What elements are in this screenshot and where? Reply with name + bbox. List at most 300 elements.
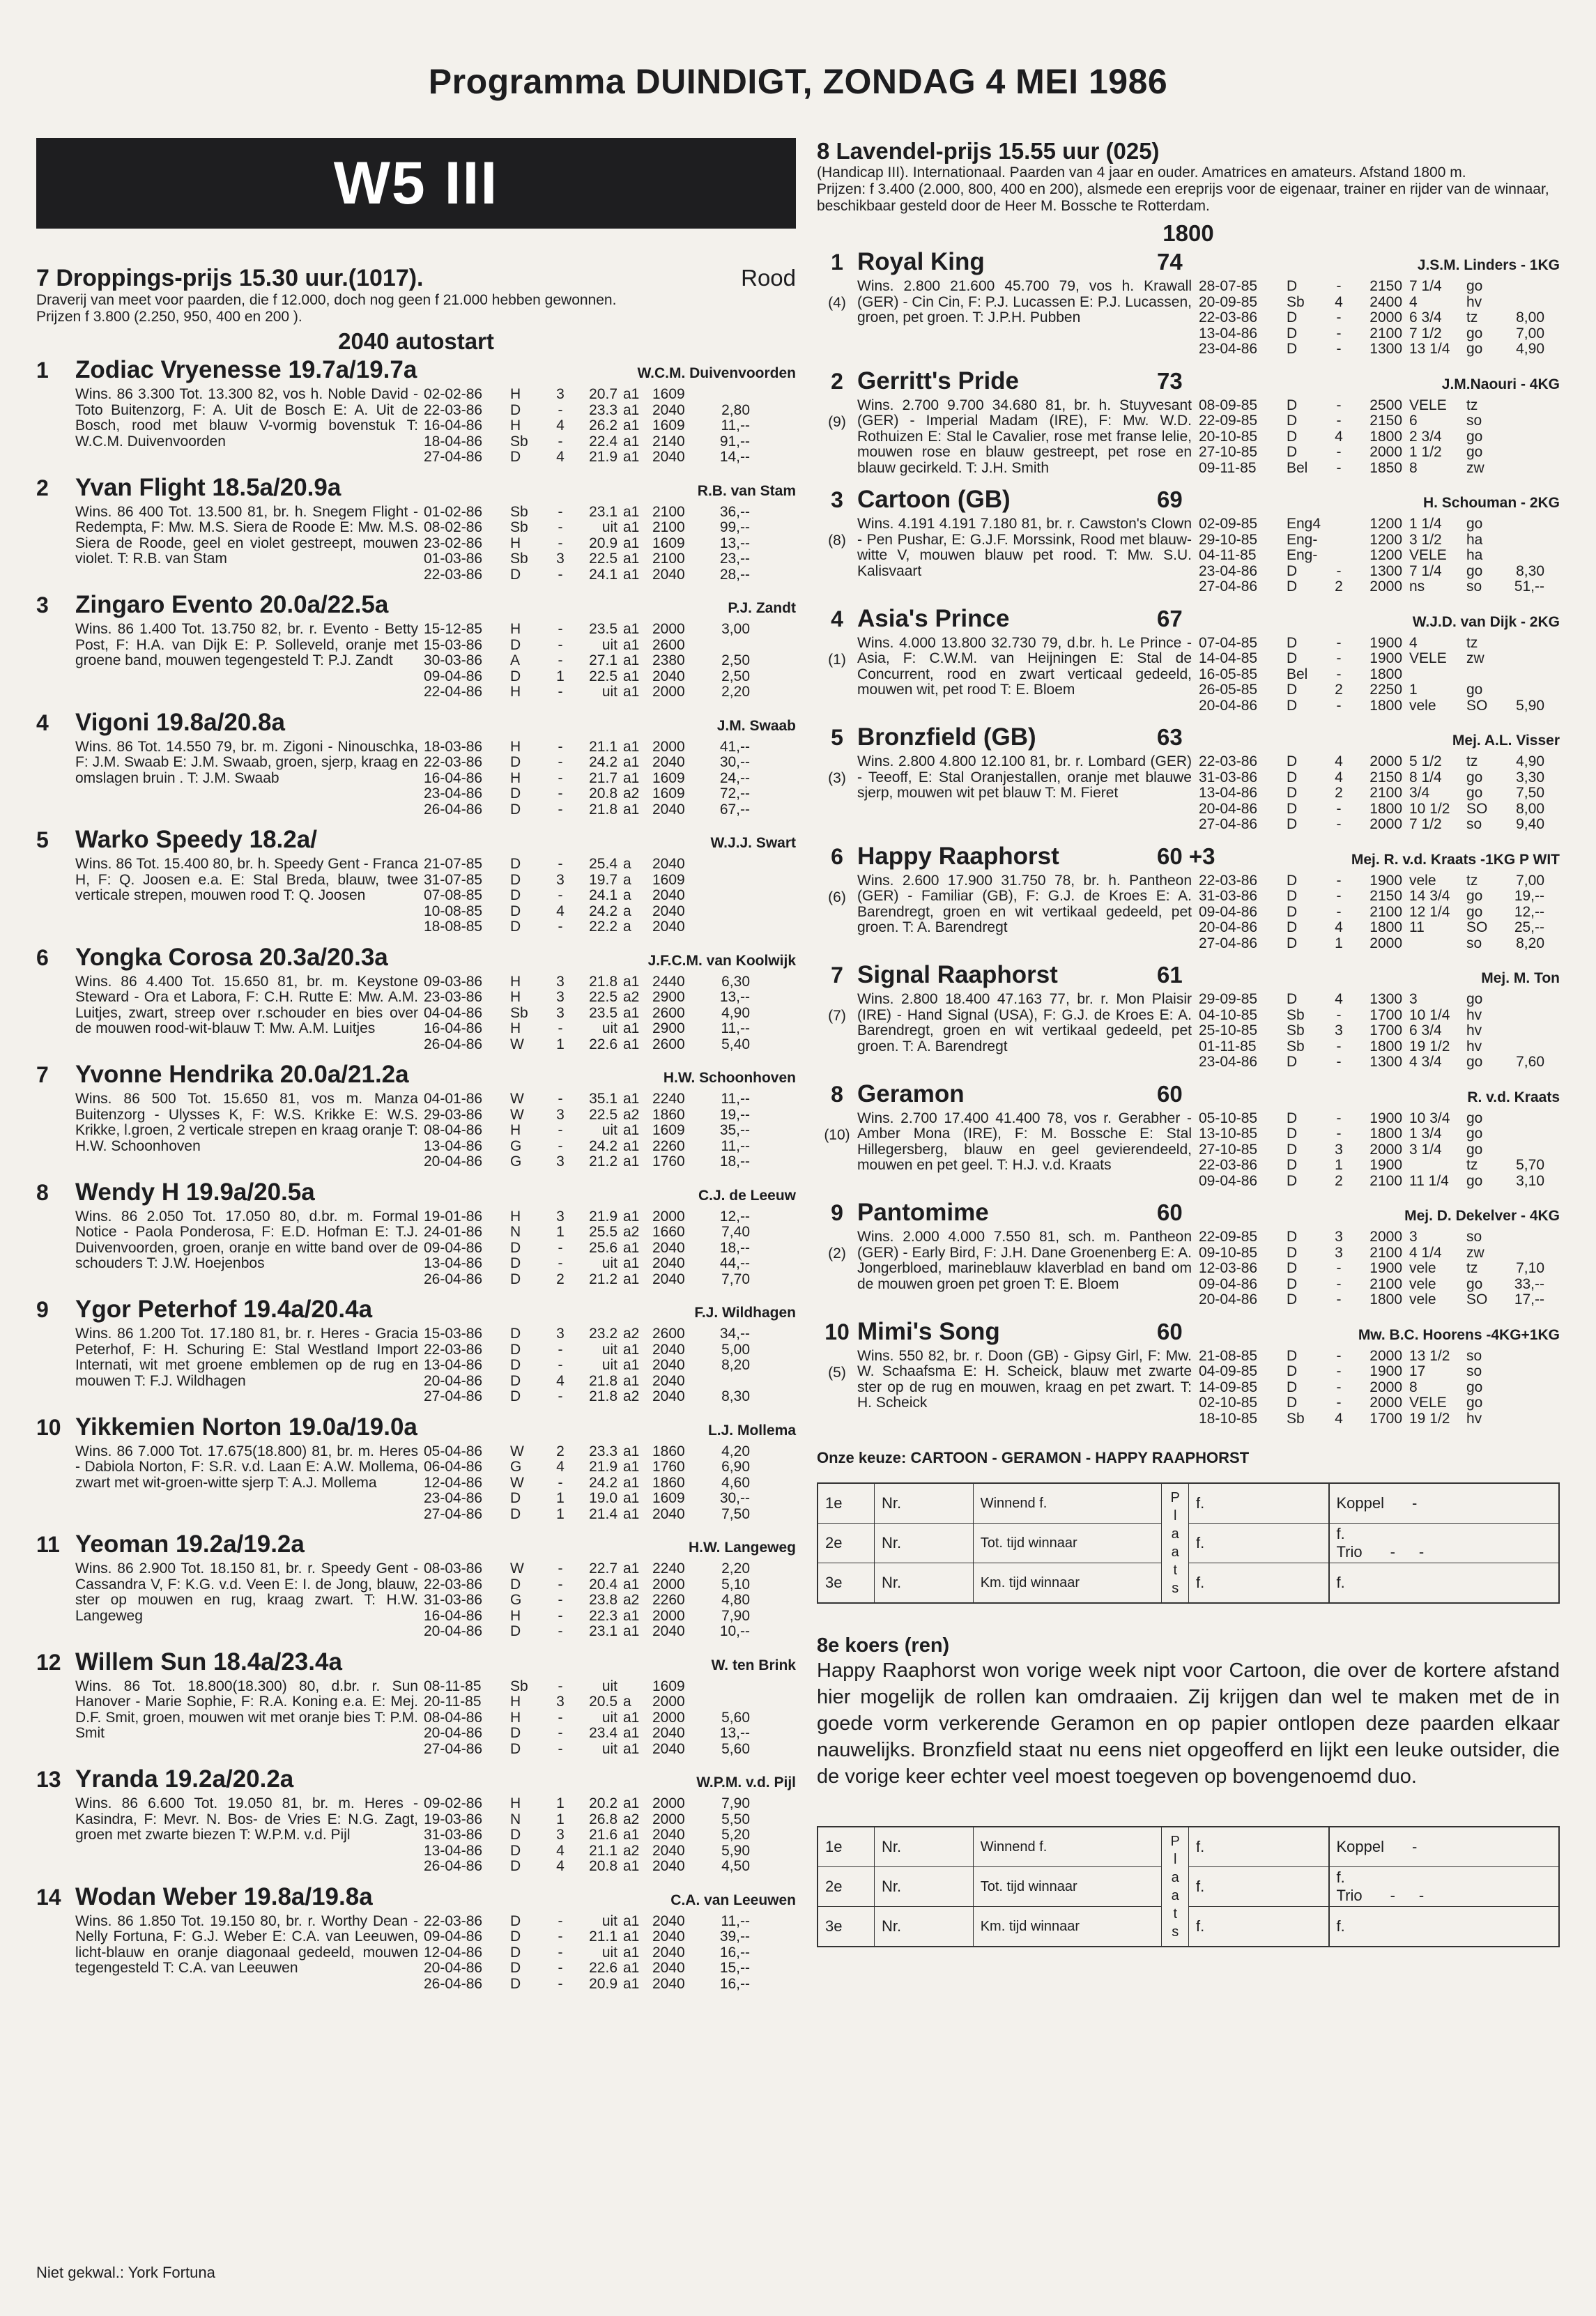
form-cell: 2040 — [652, 1389, 685, 1404]
form-cell: 13,-- — [719, 1726, 750, 1741]
form-row — [1199, 889, 1560, 905]
form-cell: uit — [601, 520, 617, 535]
form-cell: 22-03-86 — [1199, 1158, 1258, 1173]
form-cell: 11,-- — [721, 1138, 750, 1154]
form-cell: 4 — [1335, 920, 1343, 935]
form-cell: D — [1287, 1379, 1298, 1395]
form-cell: 21.8 — [589, 974, 617, 990]
form-cell: 2100 — [652, 520, 685, 535]
trio-line — [1337, 1543, 1552, 1561]
form-cell: - — [1336, 279, 1342, 294]
form-cell: hv — [1466, 1023, 1482, 1038]
race8-conditions: (Handicap III). Internationaal. Paarden van 4 jaar en ouder. Amatrices en amateurs. Afstand 1800 m. — [817, 164, 1466, 181]
amount-field[interactable]: f. — [1189, 1907, 1329, 1947]
form-cell: 19-03-86 — [424, 1811, 483, 1827]
koppel-cell[interactable] — [1329, 1524, 1560, 1563]
horse-number: 11 — [36, 1532, 60, 1557]
form-cell: a1 — [623, 1929, 640, 1945]
form-table — [1199, 398, 1560, 477]
form-cell: 8,00 — [1516, 801, 1544, 817]
form-cell: 5,50 — [721, 1811, 750, 1827]
form-cell: a1 — [623, 434, 640, 450]
form-row — [424, 1037, 796, 1053]
form-cell: 22-04-86 — [424, 684, 483, 700]
form-cell: 2600 — [652, 637, 685, 653]
form-cell: 2040 — [652, 1859, 685, 1874]
horse-trainer: Mej. D. Dekelver - 4KG — [1404, 1208, 1560, 1224]
form-cell: 36,-- — [719, 504, 750, 520]
form-cell: D — [1287, 1245, 1298, 1261]
form-cell: go — [1466, 1055, 1483, 1070]
bet-label: Km. tijd winnaar — [973, 1907, 1162, 1947]
form-cell: 21.1 — [589, 1843, 617, 1859]
form-cell: 09-10-85 — [1199, 1245, 1258, 1261]
form-row — [1199, 1039, 1560, 1055]
form-cell: H — [510, 770, 521, 786]
form-cell: a1 — [623, 1256, 640, 1271]
koppel-cell[interactable] — [1329, 1827, 1560, 1867]
form-cell: 19 1/2 — [1409, 1038, 1450, 1055]
form-cell — [1505, 1349, 1544, 1365]
form-cell: 2000 — [1369, 935, 1402, 951]
form-cell: 14,-- — [719, 450, 750, 465]
form-cell: 2000 — [1369, 1142, 1402, 1158]
form-cell — [701, 873, 750, 889]
form-cell: - — [558, 739, 563, 755]
form-cell: - — [1336, 1007, 1342, 1023]
form-cell: A — [510, 653, 521, 668]
form-cell: Sb — [510, 551, 528, 567]
form-table — [424, 622, 796, 700]
amount-field[interactable]: f. — [1189, 1867, 1329, 1907]
start-gate: (5) — [828, 1364, 846, 1381]
form-row — [424, 1961, 796, 1977]
form-cell: Sb — [1287, 1007, 1305, 1023]
form-cell: a1 — [623, 1710, 640, 1726]
horse-details — [75, 1091, 796, 1170]
horse-name: Royal King — [857, 248, 985, 275]
form-cell: 28,-- — [719, 567, 750, 583]
form-cell: 23.5 — [589, 622, 617, 637]
form-cell: 2040 — [652, 919, 685, 935]
form-cell: a1 — [623, 1961, 640, 1976]
form-cell: 2 3/4 — [1409, 429, 1442, 445]
form-cell: D — [1287, 801, 1298, 817]
form-cell: 26-04-86 — [424, 1976, 483, 1992]
form-row — [1199, 429, 1560, 445]
form-cell: 14-09-85 — [1199, 1379, 1258, 1395]
form-cell — [623, 1679, 652, 1695]
form-cell: 1860 — [652, 1475, 685, 1491]
form-cell: a1 — [623, 1459, 640, 1475]
form-cell: D — [510, 1577, 521, 1593]
form-cell: 2150 — [1369, 279, 1402, 294]
horse-header — [36, 1296, 796, 1326]
horse-details — [75, 1326, 796, 1405]
koppel-cell[interactable] — [1329, 1907, 1560, 1947]
form-cell: 1900 — [1369, 1158, 1402, 1173]
program-banner: W5 III — [36, 138, 796, 229]
form-cell: 21.9 — [589, 1459, 617, 1475]
koppel-cell[interactable] — [1329, 1563, 1560, 1604]
form-cell: 1200 — [1369, 516, 1402, 532]
horse-details — [817, 636, 1560, 714]
form-cell: Eng- — [1287, 532, 1318, 548]
horse-header — [36, 1883, 796, 1914]
horse-trainer: F.J. Wildhagen — [694, 1305, 796, 1321]
horse-details — [817, 1111, 1560, 1190]
horse-entry — [36, 1179, 796, 1296]
form-table — [424, 1444, 796, 1523]
form-cell: 07-04-85 — [1199, 635, 1258, 651]
form-cell: 22-03-86 — [424, 402, 483, 418]
form-cell: D — [1287, 413, 1298, 429]
horse-name: Warko Speedy 18.2a/ — [75, 826, 317, 853]
form-cell — [1505, 682, 1544, 698]
form-cell: 1609 — [652, 387, 685, 402]
form-table — [424, 1796, 796, 1875]
form-cell — [1505, 1380, 1544, 1396]
form-cell: go — [1466, 1276, 1483, 1292]
form-cell: 22.7 — [589, 1561, 617, 1577]
form-row — [424, 974, 796, 990]
form-cell: - — [558, 504, 563, 520]
form-cell: D — [510, 1373, 521, 1389]
form-cell: so — [1466, 1348, 1482, 1364]
form-cell: 10 1/2 — [1409, 801, 1450, 817]
form-cell: 2000 — [652, 1577, 685, 1593]
form-row — [1199, 461, 1560, 477]
form-cell: 21.9 — [589, 1209, 617, 1225]
form-cell: a2 — [623, 1811, 640, 1827]
horse-entry — [36, 356, 796, 474]
form-cell: 20.7 — [589, 387, 617, 402]
form-cell: 09-04-86 — [1199, 904, 1258, 920]
form-cell: 23.3 — [589, 402, 617, 418]
form-cell: go — [1466, 1110, 1483, 1126]
form-cell: 22-03-86 — [424, 1913, 483, 1929]
nr-field[interactable]: Nr. — [874, 1483, 973, 1524]
form-cell: - — [558, 1138, 563, 1154]
horse-header — [817, 1318, 1560, 1349]
form-cell: 4 — [1409, 635, 1418, 651]
nr-field[interactable]: Nr. — [874, 1563, 973, 1604]
form-cell — [701, 904, 750, 920]
form-cell: so — [1466, 817, 1482, 832]
form-cell: 21.7 — [589, 770, 617, 786]
form-cell: 1 — [556, 1506, 565, 1522]
koppel-cell[interactable] — [1329, 1483, 1560, 1524]
horse-trainer: H.W. Langeweg — [688, 1540, 796, 1556]
form-cell: tz — [1466, 873, 1478, 889]
form-cell: - — [558, 1710, 563, 1726]
form-cell: D — [510, 1827, 521, 1843]
horse-header — [36, 1531, 796, 1561]
form-cell: a2 — [623, 990, 640, 1005]
form-table — [1199, 1111, 1560, 1190]
form-cell: 21-07-85 — [424, 857, 483, 872]
form-cell: 22.6 — [589, 1036, 617, 1052]
form-cell: 20-04-86 — [424, 1624, 483, 1639]
form-cell: D — [1287, 635, 1298, 651]
form-cell: a1 — [623, 1123, 640, 1138]
trio-label: Trio — [1336, 1887, 1363, 1904]
form-cell: 26.2 — [589, 418, 617, 434]
weight-value: 60 — [1157, 843, 1183, 869]
horse-weight — [1157, 249, 1213, 275]
form-cell: 3 — [1409, 992, 1418, 1007]
form-cell: 2000 — [1369, 1229, 1402, 1245]
form-cell: Eng- — [1287, 548, 1318, 563]
form-row — [424, 1342, 796, 1358]
form-cell: D — [1287, 904, 1298, 920]
form-cell: 11 — [1409, 920, 1425, 935]
form-cell: D — [1287, 873, 1298, 889]
form-cell: D — [1287, 310, 1298, 325]
horse-entry — [36, 826, 796, 944]
form-cell: D — [1287, 920, 1298, 935]
form-cell: D — [510, 1326, 521, 1342]
form-row — [424, 1945, 796, 1961]
form-row — [1199, 564, 1560, 580]
form-cell: 19,-- — [719, 1107, 750, 1123]
form-cell: D — [510, 888, 521, 903]
start-gate: (7) — [828, 1008, 846, 1024]
form-cell: 22-03-86 — [424, 1342, 483, 1358]
form-cell: D — [510, 567, 521, 583]
form-cell: 2000 — [1369, 1395, 1402, 1411]
horse-description: Wins. 86 Tot. 18.800(18.300) 80, d.br. r. Sun Hanover - Marie Sophie, F: R.A. Koning e.a. E: Mej. D.F. Smit, groen, mouwen wit met oranje bies T: P.M. Smit — [75, 1678, 418, 1741]
form-cell: G — [510, 1459, 522, 1475]
horse-name: Asia's Prince — [857, 604, 1010, 632]
form-cell — [701, 1679, 750, 1695]
horse-entry — [36, 709, 796, 827]
horse-description: Wins. 86 Tot. 14.550 79, br. m. Zigoni - Ninouschka, F: J.M. Swaab E: J.M. Swaab, groen, sjerp, kraag en omslagen bruin . T: J.M. Swaab — [75, 738, 418, 786]
form-row — [1199, 1055, 1560, 1071]
form-cell: 2040 — [652, 668, 685, 684]
amount-field[interactable]: f. — [1189, 1483, 1329, 1524]
horse-number: 5 — [36, 827, 49, 852]
form-cell: - — [558, 1678, 563, 1694]
form-cell: 5,20 — [721, 1827, 750, 1843]
form-cell: 1800 — [1369, 666, 1402, 682]
form-cell: D — [510, 1240, 521, 1256]
amount-field[interactable]: f. — [1189, 1524, 1329, 1563]
form-cell: a1 — [623, 1976, 640, 1992]
amount-field[interactable]: f. — [1189, 1563, 1329, 1604]
form-cell: 27.1 — [589, 653, 617, 668]
form-cell: 2000 — [1369, 1379, 1402, 1395]
form-cell: a1 — [623, 1561, 640, 1577]
form-cell: 20.4 — [589, 1577, 617, 1593]
form-cell: 2 — [1335, 579, 1343, 595]
form-cell: go — [1466, 1142, 1483, 1158]
form-cell: 25.6 — [589, 1240, 617, 1256]
horse-details — [817, 1229, 1560, 1308]
form-cell: 19.7 — [589, 872, 617, 888]
form-cell: 19.0 — [589, 1491, 617, 1506]
weight-value: 60 — [1157, 1318, 1183, 1344]
form-cell: go — [1466, 342, 1483, 357]
horse-name: Ygor Peterhof 19.4a/20.4a — [75, 1296, 373, 1323]
form-cell: 2,50 — [721, 653, 750, 668]
form-cell: a1 — [623, 1624, 640, 1639]
form-cell: D — [510, 857, 521, 872]
nr-field[interactable]: Nr. — [874, 1907, 973, 1947]
form-cell — [1409, 936, 1466, 952]
form-cell: tz — [1466, 310, 1478, 325]
form-cell: 11,-- — [721, 1913, 750, 1929]
form-cell: 8 — [1409, 460, 1418, 476]
form-cell: D — [1287, 279, 1298, 294]
form-table — [1199, 992, 1560, 1071]
horse-weight — [1157, 724, 1213, 751]
nr-field[interactable]: Nr. — [874, 1867, 973, 1907]
form-cell: 16-04-86 — [424, 418, 483, 434]
form-row — [424, 1694, 796, 1710]
form-cell: - — [558, 1091, 563, 1107]
form-cell: go — [1466, 325, 1483, 342]
horse-trainer: Mw. B.C. Hoorens -4KG+1KG — [1358, 1326, 1560, 1343]
form-cell: 23.1 — [589, 1624, 617, 1639]
horse-trainer: J.F.C.M. van Koolwijk — [647, 952, 796, 969]
nr-field[interactable]: Nr. — [874, 1827, 973, 1867]
weight-value: 60 — [1157, 1199, 1183, 1225]
race7-column — [36, 138, 796, 2000]
form-cell: 2 — [556, 1443, 565, 1459]
form-cell: 4 — [556, 1373, 565, 1389]
amount-field[interactable]: f. — [1189, 1827, 1329, 1867]
form-cell: 13-04-86 — [424, 1843, 483, 1859]
horse-entry — [36, 1765, 796, 1883]
form-cell: D — [510, 1256, 521, 1271]
form-cell: a1 — [623, 1945, 640, 1961]
form-table — [1199, 873, 1560, 952]
form-cell: D — [1287, 1292, 1298, 1307]
form-row — [424, 786, 796, 802]
form-cell: 30,-- — [719, 755, 750, 770]
form-cell: 1 — [556, 1811, 565, 1827]
spacer — [817, 833, 1560, 843]
form-cell: a — [623, 888, 631, 903]
horse-number: 12 — [36, 1649, 61, 1675]
form-table — [424, 1914, 796, 1993]
start-gate: (3) — [828, 770, 846, 786]
weight-value: 74 — [1157, 249, 1183, 275]
horse-details — [75, 974, 796, 1053]
form-cell: D — [510, 1859, 521, 1874]
form-cell: 2000 — [652, 1811, 685, 1827]
form-cell: - — [558, 567, 563, 583]
form-cell — [1328, 516, 1349, 532]
form-cell: a1 — [623, 1577, 640, 1593]
form-row — [1199, 548, 1560, 564]
form-cell: 5,60 — [721, 1710, 750, 1726]
form-cell: 22.3 — [589, 1608, 617, 1624]
form-cell: 2000 — [652, 1209, 685, 1225]
form-cell: 2900 — [652, 1021, 685, 1036]
form-cell: - — [558, 1726, 563, 1741]
form-cell: 26-04-86 — [424, 802, 483, 818]
bet-form-1 — [817, 1482, 1560, 1604]
form-cell: 4 1/4 — [1409, 1245, 1442, 1261]
horse-details — [817, 1349, 1560, 1427]
form-row — [424, 1679, 796, 1695]
form-cell: Sb — [510, 434, 528, 450]
horse-weight — [1157, 843, 1213, 870]
bet-row — [818, 1483, 1559, 1524]
form-row — [1199, 1142, 1560, 1158]
form-cell: 2040 — [652, 1827, 685, 1843]
form-cell: a1 — [623, 450, 640, 465]
horse-details — [817, 516, 1560, 595]
form-cell: 1 — [556, 1225, 565, 1240]
horse-number: 10 — [824, 1319, 850, 1344]
form-cell: D — [510, 1741, 521, 1757]
form-cell: 7,50 — [1516, 785, 1544, 801]
form-cell: go — [1466, 1126, 1483, 1142]
form-cell: go — [1466, 785, 1483, 801]
nr-field[interactable]: Nr. — [874, 1524, 973, 1563]
form-row — [1199, 1349, 1560, 1365]
form-cell: 1300 — [1369, 342, 1402, 357]
horse-trainer: L.J. Mollema — [707, 1422, 796, 1439]
form-row — [424, 622, 796, 638]
horse-name: Yvonne Hendrika 20.0a/21.2a — [75, 1061, 409, 1088]
horse-number: 5 — [831, 725, 843, 750]
form-cell: 31-03-86 — [424, 1593, 483, 1608]
form-cell: 1 1/4 — [1409, 516, 1442, 532]
form-cell: 6,30 — [721, 974, 750, 990]
form-cell: - — [558, 1389, 563, 1404]
form-cell: 2600 — [652, 1326, 685, 1342]
form-cell: 7,10 — [1516, 1261, 1544, 1276]
form-cell: 16,-- — [719, 1945, 750, 1961]
form-cell: H — [510, 535, 521, 551]
form-cell: 72,-- — [719, 786, 750, 802]
horse-description: Wins. 2.600 17.900 31.750 78, br. h. Pantheon (GER) - Familiar (GB), F: G.J. de Kroes E: A. Barendregt, groen en wit vertikaal gedeeld, pet groen. T: A. Barendregt — [857, 872, 1192, 935]
form-row — [1199, 873, 1560, 889]
horse-description: Wins. 2.000 4.000 7.550 81, sch. m. Pantheon (GER) - Early Bird, F: J.H. Dane Groenenberg E: A. Jongerbloed, marineblauw klaverblad en band om de mouwen groen pet groen T: E. Bloem — [857, 1229, 1192, 1292]
form-cell: 44,-- — [719, 1256, 750, 1271]
form-cell: 1 3/4 — [1409, 1126, 1442, 1142]
form-cell: 6 3/4 — [1409, 310, 1442, 325]
horse-trainer: W.J.D. van Dijk - 2KG — [1412, 613, 1560, 630]
form-cell: a1 — [623, 1913, 640, 1929]
form-cell: D — [510, 755, 521, 770]
form-cell: 1609 — [652, 535, 685, 551]
form-cell: a1 — [623, 974, 640, 990]
form-cell: H — [510, 1608, 521, 1624]
form-cell — [1505, 667, 1544, 683]
place-label: 2e — [818, 1867, 874, 1907]
form-cell: 7,50 — [721, 1506, 750, 1522]
form-cell: 09-04-86 — [424, 1929, 483, 1945]
form-cell: Sb — [510, 520, 528, 535]
form-row — [424, 1726, 796, 1742]
form-cell: tz — [1466, 754, 1478, 769]
form-cell: a2 — [623, 1389, 640, 1404]
trio-f: f. — [1336, 1574, 1345, 1591]
koppel-cell[interactable] — [1329, 1867, 1560, 1907]
form-cell: a2 — [623, 1225, 640, 1240]
horse-details — [75, 1796, 796, 1875]
horse-weight — [1157, 486, 1213, 513]
form-row — [424, 904, 796, 920]
form-cell: 09-11-85 — [1199, 460, 1257, 476]
form-cell: 23-03-86 — [424, 990, 483, 1005]
form-cell: - — [558, 1608, 563, 1624]
